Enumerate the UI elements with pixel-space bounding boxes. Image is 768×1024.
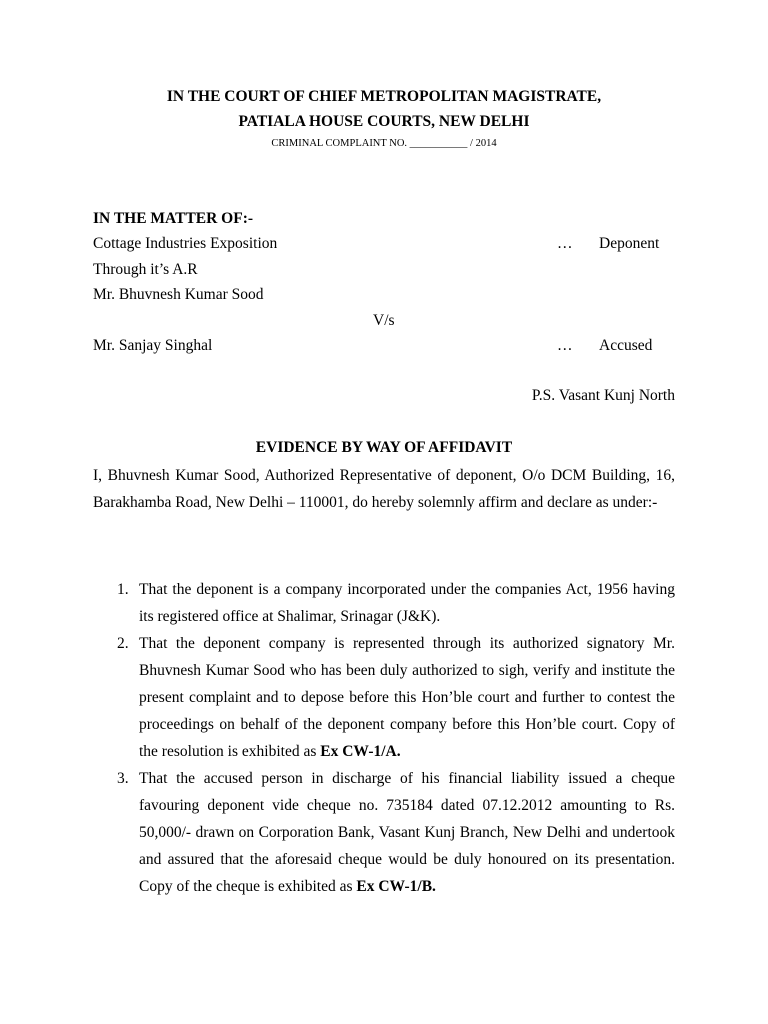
- exhibit-reference: Ex CW-1/A.: [320, 743, 401, 760]
- affidavit-heading: EVIDENCE BY WAY OF AFFIDAVIT: [255, 439, 513, 456]
- list-item-text: That the deponent is a company incorporated under the companies Act, 1956 having its registered office at Shalimar, Srinagar (J&K).: [139, 581, 675, 625]
- complaint-number: CRIMINAL COMPLAINT NO. ___________ / 2014: [271, 138, 497, 149]
- affidavit-points: [93, 576, 675, 900]
- exhibit-reference: Ex CW-1/B.: [356, 878, 436, 895]
- list-item: [93, 765, 675, 900]
- list-item-number: 1.: [117, 581, 129, 598]
- police-station: P.S. Vasant Kunj North: [531, 387, 675, 404]
- matter-heading: IN THE MATTER OF:-: [93, 210, 254, 227]
- affidavit-intro: I, Bhuvnesh Kumar Sood, Authorized Representative of deponent, O/o DCM Building, 16, Barakhamba Road, New Delhi – 110001, do hereby solemnly affirm and declare as under:-: [93, 467, 675, 511]
- accused-name: Mr. Sanjay Singhal: [93, 337, 213, 354]
- list-item: [93, 576, 675, 630]
- complainant-name: Cottage Industries Exposition: [93, 235, 278, 252]
- court-title-line2: PATIALA HOUSE COURTS, NEW DELHI: [238, 113, 530, 130]
- role-accused: Accused: [599, 337, 653, 354]
- complainant-through: Through it’s A.R: [93, 261, 198, 278]
- list-item-number: 2.: [117, 635, 129, 652]
- list-item-text: That the accused person in discharge of his financial liability issued a cheque favouring deponent vide cheque no. 735184 dated 07.12.2012 amounting to Rs. 50,000/- drawn on Corporation Bank, Vasant Kunj Branch, New Delhi and undertook and assured that the aforesaid cheque would be duly honoured on its presentation. Copy of the cheque is exhibited as: [139, 770, 675, 895]
- role-deponent: Deponent: [599, 235, 660, 252]
- list-item-number: 3.: [117, 770, 129, 787]
- list-item-text: That the deponent company is represented through its authorized signatory Mr. Bhuvnesh Kumar Sood who has been duly authorized to sigh, verify and institute the present complaint and to depose before this Hon’ble court and further to contest the proceedings on behalf of the deponent company before this Hon’ble court. Copy of the resolution is exhibited as: [139, 635, 675, 760]
- ellipsis-deponent: …: [557, 235, 573, 252]
- court-title-line1: IN THE COURT OF CHIEF METROPOLITAN MAGISTRATE,: [166, 88, 602, 105]
- complainant-representative: Mr. Bhuvnesh Kumar Sood: [93, 286, 264, 303]
- versus-label: V/s: [373, 312, 395, 329]
- ellipsis-accused: …: [557, 337, 573, 354]
- list-item: [93, 630, 675, 765]
